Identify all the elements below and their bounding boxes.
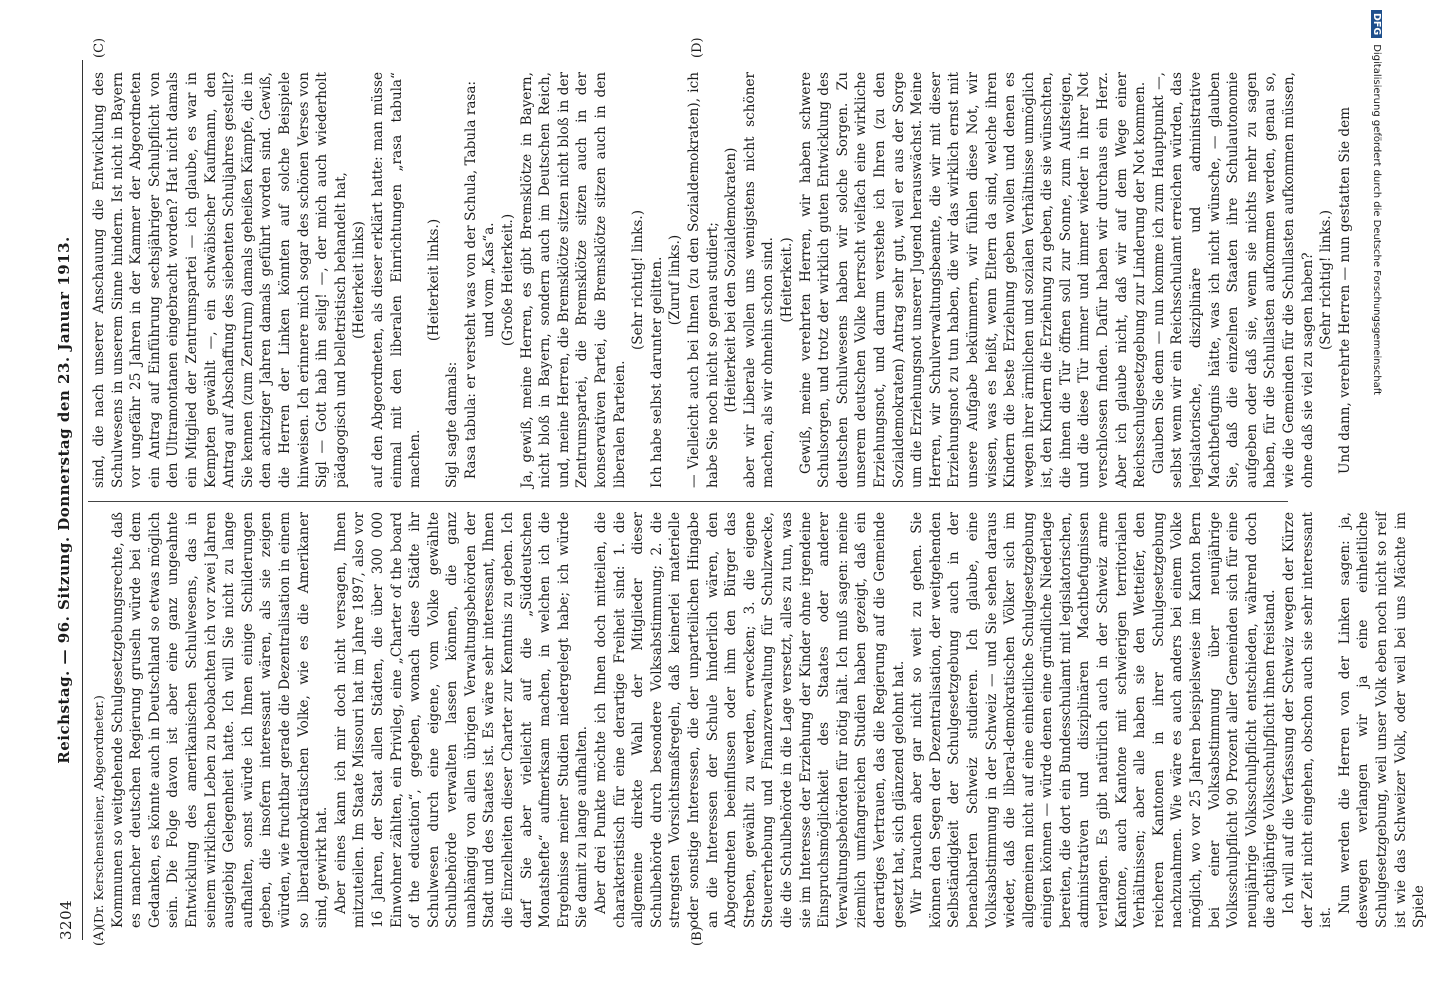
paragraph: Ja, gewiß, meine Herren, es gibt Bremsklötze in Bayern, nicht bloß in Bayern, sondern auch im Deutschen Reich, und, meine Herren, die Bremsklötze sitzen nicht bloß in der Zentrumspartei, die Bremsklötze sitzen auch in der konservativen Partei, die Bremsklötze sitzen auch in den liberalen Parteien. xyxy=(518,72,628,488)
right-column xyxy=(90,72,1353,488)
paragraph: — Vielleicht auch bei Ihnen (zu den Sozialdemokraten), ich habe Sie noch nicht so genau studiert; xyxy=(686,72,721,488)
interjection: (Zuruf links.) xyxy=(667,234,684,326)
margin-mark-d: (D) xyxy=(690,37,705,58)
paragraph: Aber drei Punkte möchte ich Ihnen doch mitteilen, die charakteristisch für eine derartige Freiheit sind: 1. die allgemeine direkte Wahl der Mitglieder dieser Schulbehörde durch besondere Volksabstimmung; 2. die strengsten Vorsichtsmaßregeln, daß keinerlei materielle oder sonstige Interessen, die der unparteilichen Hingabe an die Interessen der Schule hinderlich wären, den Abgeordneten beeinflussen oder ihm den Bürger das Streben, gewählt zu werden, erwecken; 3. die eigene Steuererhebung und Finanzverwaltung für Schulzwecke, die die Schulbehörde in die Lage versetzt, alles zu tun, was sie im Interesse der Erziehung der Kinder ohne irgendeine Einspruchsmöglichkeit des Staates oder anderer Verwaltungsbehörden für nötig hält. Ich muß sagen: meine ziemlich umfangreichen Studien haben gezeigt, daß ein derartiges Vertrauen, das die Regierung auf die Gemeinde gesetzt hat, sich glänzend gelohnt hat. xyxy=(593,512,907,928)
paragraph: Glauben Sie denn — nun komme ich zum Hauptpunkt —, selbst wenn wir ein Reichsschulamt erreichen würden, das legislatorische, disziplinäre und administrative Machtbefugnis hätte, was ich nicht wünsche, — glauben Sie, daß die einzelnen Staaten ihre Schulautonomie aufgeben oder daß sie, wenn sie nichts mehr zu sagen haben, für die Schullasten aufkommen werden, genau so, wie die Gemeinden für die Schullasten aufkommen müssen, ohne daß sie viel zu sagen haben? xyxy=(1150,72,1316,488)
interjection: (Große Heiterkeit.) xyxy=(500,213,517,347)
paragraph: Wir brauchen aber gar nicht so weit zu gehen. Sie können den Segen der Dezentralisation, der weitgehenden Selbständigkeit der Schulgesetzgebung auch in der benachbarten Schweiz studieren. Ich glaube, eine Volksabstimmung in der Schweiz — und Sie sehen daraus wieder, daß die liberal-demokratischen Völker sich im allgemeinen nicht auf eine einheitliche Schulgesetzgebung einigen können — würde denen eine gründliche Niederlage bereiten, die dort ein Bundesschulamt mit legislatorischen, administrativen und disziplinären Machtbefugnissen verlangen. Es gibt natürlich auch in der Schweiz arme Kantone, auch Kantone mit schwierigen territorialen Verhältnissen; aber alle haben sie den Wetteifer, den reicheren Kantonen in ihrer Schulgesetzgebung nachzuahmen. Wie wäre es auch anders bei einem Volke möglich, wo vor 25 Jahren beispielsweise im Kanton Bern bei einer Volksabstimmung über neunjährige Volksschulpflicht 90 Prozent aller Gemeinden sich für eine neunjährige Volksschulpflicht entschieden, während doch die achtjährige Volksschulpflicht ihnen freistand. xyxy=(909,512,1279,928)
page-header xyxy=(55,60,83,940)
paragraph: aber wir Liberale wollen uns wenigstens nicht schöner machen, als wir ohnehin schon sind. xyxy=(741,72,777,488)
interjection: (Sehr richtig! links.) xyxy=(1318,209,1335,351)
interjection: Rasa tabula: er versteht was von der Schula, Tabula rasa: und vom „Kas“a. xyxy=(462,80,498,480)
interjection: (Heiterkeit.) xyxy=(778,237,795,323)
margin-mark-c: (C) xyxy=(92,37,107,58)
header-rule xyxy=(82,60,83,940)
column-divider xyxy=(88,501,1288,502)
session-title: Reichstag. — 96. Sitzung. Donnerstag den 23. Januar 1913. xyxy=(55,236,73,764)
sidenote-text: Digitalisierung gefördert durch die Deutsche Forschungsgemeinschaft xyxy=(1371,44,1382,396)
paragraph: Und dann, verehrte Herren — nun gestatten Sie dem xyxy=(1336,106,1353,474)
page-number: 3204 xyxy=(57,899,75,940)
dfg-badge: DFG xyxy=(1371,10,1382,38)
paragraph: sind, die nach unserer Anschauung die Entwicklung des Schulwesens in unserem Sinne hindern. Ist nicht in Bayern vor ungefähr 25 Jahren in der Kammer der Abgeordneten ein Antrag auf Einführung sechsjähriger Schulpflicht von den Ultramontanen eingebracht worden? Hat nicht damals ein Mitglied der Zentrumspartei — ich glaube, es war in Kempten gewählt —, ein schwäbischer Kaufmann, den Antrag auf Abschaffung des siebenten Schuljahres gestellt? Sie kennen (zum Zentrum) damals geheißen Kämpfe, die in den achtziger Jahren damals geführt worden sind. Gewiß, die Herren der Linken könnten auf solche Beispiele hinweisen. Ich erinnere mich sogar des schönen Verses von Sigl — Gott hab ihn selig! —, der mich auch wiederholt pädagogisch und belletristisch behandelt hat, xyxy=(91,72,349,488)
dfg-sidenote xyxy=(1366,10,1388,710)
paragraph: auf den Abgeordneten, als dieser erklärt hatte: man müsse einmal mit den liberalen Einrichtungen „rasa tabula“ machen. xyxy=(369,72,424,488)
interjection: (Heiterkeit bei den Sozialdemokraten) xyxy=(723,147,740,413)
paragraph: Kommunen so weitgehende Schulgesetzgebungsrechte, daß es mancher deutschen Regierung gruseln würde bei dem Gedanken, es könnte auch in Deutschland so etwas möglich sein. Die Folge davon ist aber eine ganz ungeahnte Entwicklung des amerikanischen Schulwesens, das in seinem wirklichen Leben zu beobachten ich vor zwei Jahren ausgiebig Gelegenheit hatte. Ich will Sie nicht zu lange aufhalten, sonst würde ich Ihnen einige Schilderungen geben, die insofern interessant wären, als sie zeigen würden, wie fruchtbar gerade die Dezentralisation in einem so liberaldemokratischen Volke, wie es die Amerikaner sind, gewirkt hat. xyxy=(109,512,331,928)
speaker-line: (Dr. Kerschensteiner, Abgeordneter.) xyxy=(91,695,106,928)
paragraph: Sigl sagte damals: xyxy=(444,361,461,488)
paragraph: Ich will auf die Verfassung der Schweiz wegen der Kürze der Zeit nicht eingehen, obschon auch sie sehr interessant ist. xyxy=(1281,512,1335,928)
margin-mark-a: (A) xyxy=(92,926,107,946)
paragraph: Aber eines kann ich mir doch nicht versagen, Ihnen mitzuteilen. Im Staate Missouri hat im Jahre 1897, also vor 16 Jahren, der Staat allen Städten, die über 300 000 Einwohner zählten, ein Privileg, eine „Charter of the board of the education“, gegeben, wonach diese Städte ihr Schulwesen durch eine eigene, vom Volke gewählte Schulbehörde verwalten lassen können, die ganz unabhängig von allen übrigen Verwaltungsbehörden der Stadt und des Staates ist. Es wäre sehr interessant, Ihnen die Einzelheiten dieser Charter zur Kenntnis zu geben. Ich darf Sie aber vielleicht auf die „Süddeutschen Monatshefte“ aufmerksam machen, in welchen ich die Ergebnisse meiner Studien niedergelegt habe; ich würde Sie damit zu lange aufhalten. xyxy=(332,512,591,928)
interjection: (Sehr richtig! links.) xyxy=(630,209,647,351)
paragraph: Ich habe selbst darunter gelitten. xyxy=(648,256,665,488)
paragraph: Nun werden die Herren von der Linken sagen: ja, deswegen verlangen wir ja eine einheitliche Schulgesetzgebung, weil unser Volk eben noch nicht so reif ist wie das Schweizer Volk, oder weil bei uns Mächte im Spiele xyxy=(1336,512,1428,928)
interjection: (Heiterkeit links.) xyxy=(425,218,442,342)
interjection: (Heiterkeit links) xyxy=(351,221,368,339)
margin-mark-b: (B) xyxy=(690,926,705,946)
left-column xyxy=(90,512,1428,928)
paragraph: Gewiß, meine verehrten Herren, wir haben schwere Schulsorgen, und trotz der wirklich guten Entwicklung des deutschen Schulwesens haben wir solche Sorgen. Zu unserem deutschen Volke herrscht vielfach eine wirkliche Erziehungsnot, und darum verstehe ich Ihren (zu den Sozialdemokraten) Antrag sehr gut, weil er aus der Sorge um die Erziehungsnot unserer Jugend herauswächst. Meine Herren, wir Schulverwaltungsbeamte, die wir mit dieser Erziehungsnot zu tun haben, die wir das wirklich ernst mit unsere Aufgabe bekümmern, wir fühlen diese Not, wir wissen, was es heißt, wenn Eltern da sind, welche ihren Kindern die beste Erziehung geben wollen und denen es wegen ihrer ärmlichen und sozialen Verhältnisse unmöglich ist, den Kindern die Erziehung zu geben, die sie wünschten, die ihnen die Tür öffnen soll zur Sonne, zum Aufsteigen, und die diese Tür immer und immer wieder in ihrer Not verschlossen finden. Dafür haben wir durchaus ein Herz. Aber ich glaube nicht, daß wir auf dem Wege einer Reichsschulgesetzgebung zur Linderung der Not kommen. xyxy=(797,72,1149,488)
